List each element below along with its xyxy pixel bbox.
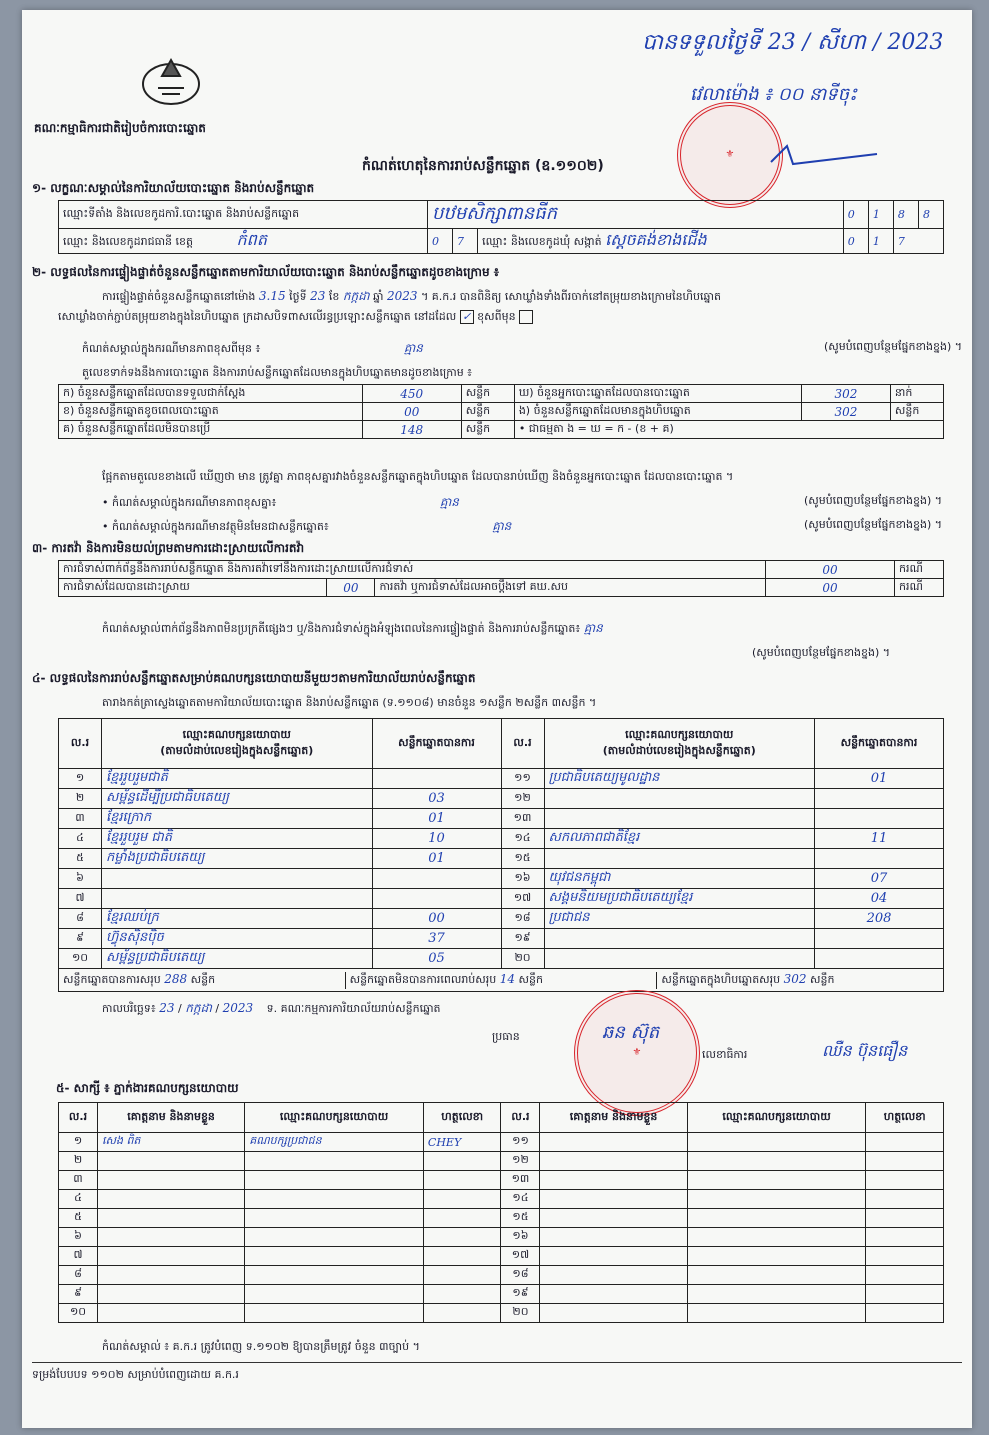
diff-note-label: • កំណត់សម្គាល់ក្នុងករណីមានភាពខុសគ្នា៖ [102,496,277,509]
party-no: ៦ [59,869,102,889]
witness-name [98,1247,245,1266]
witness-party [245,1228,424,1247]
date-year: 2023 [222,1001,254,1015]
witness-name [540,1152,687,1171]
table-row [59,1171,944,1190]
witness-name [540,1285,687,1304]
party-votes [815,809,944,829]
table-row [59,909,944,929]
party-name [544,809,815,829]
col-no-right: ល.រ [501,719,544,769]
party-name: សង្គមនិយមប្រជាធិបតេយ្យខ្មែរ [544,889,815,909]
party-votes [815,929,944,949]
witness-name [98,1152,245,1171]
chair-name: ឆន ស៊ុត [602,1022,660,1043]
witness-name [98,1171,245,1190]
party-no: ២ [59,789,102,809]
witness-no: ៤ [59,1190,98,1209]
footer-divider [32,1362,962,1363]
diff-note-line [102,494,942,512]
witness-sign [866,1152,944,1171]
commune-code-2: 1 [868,229,893,254]
s2-note-value: គ្មាន [403,341,423,355]
table-row [59,1266,944,1285]
station-code-3: 8 [893,201,918,229]
witness-sign [423,1190,501,1209]
witness-name [98,1209,245,1228]
commune-name: ស្ដេចគង់ខាងជើង [605,230,707,249]
party-votes [815,789,944,809]
time-label: ការផ្ទៀងផ្ទាត់ចំនួនសន្លឹកឆ្នោតនៅម៉ោង [102,290,256,303]
same-checkbox[interactable]: ✓ [460,310,474,324]
month-value: កក្កដា [342,289,370,303]
witness-name [540,1304,687,1323]
party-votes: 04 [815,889,944,909]
section1-heading: ១- លក្ខណៈសម្គាល់នៃការិយាល័យបោះឆ្នោត និងរាប់សន្លឹកឆ្នោត [32,181,315,195]
witness-party [245,1266,424,1285]
object-note-label: • កំណត់សម្គាល់ក្នុងករណីមានវត្ថុមិនមែនជាសន្លឹកឆ្នោត៖ [102,520,329,533]
col-party-right-sub: (តាមលំដាប់លេខរៀងក្នុងសន្លឹកឆ្នោត) [602,743,756,757]
witness-party [687,1209,866,1228]
party-name [544,929,815,949]
party-name: ប្រជាធិបតេយ្យមូលដ្ឋាន [544,769,815,789]
day-label: ថ្ងៃទី [289,290,307,303]
table-row [59,1190,944,1209]
secretary-label: លេខាធិការ [702,1048,748,1061]
w-col-name-right: គោត្តនាម និងនាមខ្លួន [540,1103,687,1133]
official-seal-top: ⚜ [677,102,783,208]
party-name: ខ្មែររួបរួម ជាតិ [102,829,373,849]
party-name: ហ៊្វុនស៊ិនប៉ិច [102,929,373,949]
w-col-party-left: ឈ្មោះគណបក្សនយោបាយ [245,1103,424,1133]
resolved-value: 00 [327,579,375,597]
complaint-value: 00 [766,561,895,579]
witness-sign [423,1247,501,1266]
complaint-unit: ករណី [895,561,944,579]
province-code-1: 0 [428,229,453,254]
date-label: កាលបរិច្ឆេទ៖ [102,1002,156,1015]
irregularity-suffix: (សូមបំពេញបន្ថែមផ្នែកខាងខ្នង) ។ [752,646,891,659]
station-code-2: 1 [868,201,893,229]
w-col-party-right: ឈ្មោះគណបក្សនយោបាយ [687,1103,866,1133]
witness-no: ៦ [59,1228,98,1247]
row-e-label: ង) ចំនួនសន្លឹកឆ្នោតដែលមានក្នុងហិបឆ្នោត [514,403,801,421]
time-value: 3.15 [258,289,286,303]
witness-no: ១៦ [501,1228,540,1247]
witness-sign [866,1304,944,1323]
seal-check-line [58,310,533,326]
witness-no: ១៥ [501,1209,540,1228]
row-a-unit: សន្លឹក [461,385,514,403]
commune-code-3: 7 [893,229,943,254]
witness-party [245,1304,424,1323]
table-row [59,1285,944,1304]
witness-no: ១២ [501,1152,540,1171]
witness-party [245,1247,424,1266]
party-no: ៧ [59,889,102,909]
chair-label: ប្រធាន [492,1030,520,1043]
witness-no: ៣ [59,1171,98,1190]
object-note-suffix: (សូមបំពេញបន្ថែមផ្នែកខាងខ្នង) ។ [803,518,942,531]
irregularity-value: គ្មាន [583,621,603,635]
station-code-1: 0 [843,201,868,229]
party-votes: 01 [372,849,501,869]
party-votes: 05 [372,949,501,969]
witness-party [245,1209,424,1228]
col-party-right [544,719,815,769]
party-name [544,789,815,809]
party-name: សម្ព័ន្ធប្រជាធិបតេយ្យ [102,949,373,969]
signature-top [767,140,887,170]
col-party-right-title: ឈ្មោះគណបក្សនយោបាយ [625,727,734,741]
col-party-left [102,719,373,769]
province-code-2: 7 [453,229,478,254]
diff-note-value: គ្មាន [439,495,459,509]
witness-name [98,1304,245,1323]
party-no: ១៨ [501,909,544,929]
table-row [59,1228,944,1247]
party-votes [815,949,944,969]
table-row [59,1133,944,1152]
row-e-unit: សន្លឹក [890,403,943,421]
col-party-left-sub: (តាមលំដាប់លេខរៀងក្នុងសន្លឹកឆ្នោត) [160,743,314,757]
figures-table [58,384,944,439]
row-a-value: 450 [362,385,461,403]
witness-party [245,1171,424,1190]
party-no: ៩ [59,929,102,949]
party-votes: 01 [815,769,944,789]
total-invalid-label: សន្លឹកឆ្នោតមិនបានការពេលរាប់សរុប [349,972,497,986]
w-col-name-left: គោត្តនាម និងនាមខ្លួន [98,1103,245,1133]
witness-party [687,1304,866,1323]
witness-party [687,1190,866,1209]
witness-name [540,1228,687,1247]
witness-name [540,1190,687,1209]
total-valid-unit: សន្លឹក [190,972,216,986]
party-name: ខ្មែររួបរួមជាតិ [102,769,373,789]
witness-no: ៨ [59,1266,98,1285]
total-invalid-unit: សន្លឹក [518,972,543,986]
s2-note-line [82,340,962,358]
month-label: ខែ [328,290,340,303]
party-name [544,849,815,869]
party-votes: 37 [372,929,501,949]
witness-no: ១០ [59,1304,98,1323]
witness-party [687,1228,866,1247]
witness-name [98,1285,245,1304]
object-note-line [102,518,942,536]
party-name: សកលភាពជាតិខ្មែរ [544,829,815,849]
received-date-note: បានទទួលថ្ងៃទី 23 / សីហា / 2023 [642,30,944,55]
section4-heading: ៤- លទ្ធផលនៃការរាប់សន្លឹកឆ្នោតសម្រាប់គណបក្សនយោបាយនីមួយៗតាមការិយាល័យរាប់សន្លឹកឆ្នោត [32,671,476,685]
witness-party [687,1152,866,1171]
row-b-value: 00 [362,403,461,421]
party-name [102,869,373,889]
table-row [59,1304,944,1323]
witness-name [98,1266,245,1285]
witness-no: ១៤ [501,1190,540,1209]
party-votes: 00 [372,909,501,929]
witness-no: ៧ [59,1247,98,1266]
witness-sign [866,1190,944,1209]
date-month: កក្កដា [185,1001,212,1015]
row-d-value: 302 [801,385,890,403]
party-no: ១៩ [501,929,544,949]
party-votes [372,869,501,889]
w-col-no-right: ល.រ [501,1103,540,1133]
irregularity-note [102,620,603,638]
witness-sign [423,1209,501,1228]
party-votes: 03 [372,789,501,809]
figures-intro: តួលេខទាក់ទងនឹងការបោះឆ្នោត និងការរាប់សន្លឹកឆ្នោតដែលមានក្នុងហិបឆ្នោតមានដូចខាងក្រោម ៖ [82,366,473,379]
verification-line [102,288,721,306]
formula-note: • ជាធម្មតា ង = ឃ = ក - (ខ + គ) [514,421,943,439]
witness-no: ១១ [501,1133,540,1152]
party-votes: 208 [815,909,944,929]
table-row [59,1209,944,1228]
footnote: កំណត់សម្គាល់ ៖ គ.ក.រ ត្រូវបំពេញ ទ.១១០២ ឱ្យបានត្រឹមត្រូវ ចំនួន ៣ច្បាប់ ។ [102,1340,420,1353]
appeal-value: 00 [766,579,895,597]
witness-name [540,1266,687,1285]
party-votes: 07 [815,869,944,889]
row-a-label: ក) ចំនួនសន្លឹកឆ្នោតដែលបានទទួលជាក់ស្ដែង [59,385,363,403]
witness-sign [866,1285,944,1304]
party-name [544,949,815,969]
witness-sign [866,1209,944,1228]
table-row [59,889,944,909]
party-no: ១២ [501,789,544,809]
party-no: ១០ [59,949,102,969]
party-votes [815,849,944,869]
witness-name [98,1190,245,1209]
col-no-left: ល.រ [59,719,102,769]
witness-no: ១៨ [501,1266,540,1285]
witness-no: ១ [59,1133,98,1152]
party-votes: 11 [815,829,944,849]
party-name: ខ្មែរក្រោក [102,809,373,829]
party-votes: 10 [372,829,501,849]
witness-sign [423,1228,501,1247]
party-no: ៤ [59,829,102,849]
section5-heading: ៥- សាក្សី ៖ ភ្នាក់ងារគណបក្សនយោបាយ [56,1081,239,1095]
results-table [58,718,944,992]
complaints-table [58,560,944,597]
total-valid-value: 288 [164,971,188,986]
witness-no: ២ [59,1152,98,1171]
party-no: ១៤ [501,829,544,849]
witness-no: ៥ [59,1209,98,1228]
witness-party: គណបក្សប្រជាជន [245,1133,424,1152]
row-d-label: ឃ) ចំនួនអ្នកបោះឆ្នោតដែលបានបោះឆ្នោត [514,385,801,403]
total-box-label: សន្លឹកឆ្នោតក្នុងហិបឆ្នោតសរុប [661,972,781,986]
station-label: ឈ្មោះទីតាំង និងលេខកូដការិ.បោះឆ្នោត និងរាប់សន្លឹកឆ្នោត [59,201,428,229]
object-note-value: គ្មាន [492,519,512,533]
totals-row [59,969,944,992]
station-name: បឋមសិក្សាពានធីក [428,201,844,229]
party-votes [372,769,501,789]
witness-name [540,1209,687,1228]
table-row [59,1152,944,1171]
table-row [59,849,944,869]
witness-sign [866,1247,944,1266]
province-name: កំពត [236,230,267,249]
party-name: ខ្មែរឈប់ក្រ [102,909,373,929]
date-day: 23 [159,1001,175,1015]
witness-sign [423,1152,501,1171]
official-seal-bottom: ⚜ [574,990,700,1116]
party-votes [372,889,501,909]
form-note: ទម្រង់បែបបទ ១១០២ សម្រាប់បំពេញដោយ គ.ក.រ [32,1368,239,1381]
compare-line: ផ្អែកតាមតួលេខខាងលើ ឃើញថា មាន ត្រូវគ្នា ភាពខុសគ្នារវាងចំនួនសន្លឹកឆ្នោតក្នុងហិបឆ្នោត ដែលបានរាប់ឃើញ និងចំនួនអ្នកបោះឆ្នោត ដែលបានបោះឆ្នោត ។ [102,470,734,483]
row-c-value: 148 [362,421,461,439]
org-name: គណៈកម្មាធិការជាតិរៀបចំការបោះឆ្នោត [34,121,206,135]
witness-table [58,1102,944,1323]
date-line: កាលបរិច្ឆេទ៖ 23 / កក្កដា / 2023 ទ. គណៈកម្មការការិយាល័យរាប់សន្លឹកឆ្នោត [102,1001,441,1015]
station-table [58,200,944,254]
section3-heading: ៣- ការតវ៉ា និងការមិនយល់ព្រមតាមការដោះស្រាយលើការតវ៉ា [32,541,305,555]
party-no: ១៣ [501,809,544,829]
witness-no: ៩ [59,1285,98,1304]
party-no: ១៧ [501,889,544,909]
party-no: ១១ [501,769,544,789]
form-title: កំណត់ហេតុនៃការរាប់សន្លឹកឆ្នោត (ឧ.១១០២) [362,158,604,174]
appeal-unit: ករណី [895,579,944,597]
tally-sheet-line: តារាងកត់ត្រាស្ទេងឆ្នោតតាមការិយាល័យបោះឆ្នោត និងរាប់សន្លឹកឆ្នោត (ទ.១១០៨) មានចំនួន ១សន្លឹក ២សន្លឹក ៣សន្លឹក ។ [102,696,597,709]
different-checkbox[interactable] [519,310,533,324]
complaint-label: ការជំទាស់ពាក់ព័ន្ធនឹងការរាប់សន្លឹកឆ្នោត និងការតវ៉ាទៅនឹងការដោះស្រាយលើការជំទាស់ [59,561,766,579]
resolved-label: ការជំទាស់ដែលបានដោះស្រាយ [59,579,327,597]
commune-label: ឈ្មោះ និងលេខកូដឃុំ សង្កាត់ [482,235,602,248]
row-c-label: គ) ចំនួនសន្លឹកឆ្នោតដែលមិនបានប្រើ [59,421,363,439]
table-row [59,1247,944,1266]
party-name: យុវជនកម្ពុជា [544,869,815,889]
year-label: ឆ្នាំ [373,290,384,303]
witness-sign [866,1228,944,1247]
row-e-value: 302 [801,403,890,421]
secretary-name: ឈឺន ប៊ុនធឿន [822,1041,908,1060]
s2-note-label: កំណត់សម្គាល់ក្នុងករណីមានភាពខុសពីមុន ៖ [82,342,261,355]
table-row [59,789,944,809]
year-value: 2023 [387,289,418,303]
party-no: ២០ [501,949,544,969]
section2-heading: ២- លទ្ធផលនៃការផ្ទៀងផ្ទាត់ចំនួនសន្លឹកឆ្នោតតាមការិយាល័យបោះឆ្នោត និងរាប់សន្លឹកឆ្នោតដូចខាងក្រោម ៖ [32,265,500,279]
table-row [59,829,944,849]
party-no: ៥ [59,849,102,869]
witness-party [687,1247,866,1266]
witness-sign [423,1266,501,1285]
party-no: ១ [59,769,102,789]
day-value: 23 [310,289,326,303]
party-no: ១៦ [501,869,544,889]
witness-sign [423,1285,501,1304]
diff-note-suffix: (សូមបំពេញបន្ថែមផ្នែកខាងខ្នង) ។ [803,494,942,507]
witness-party [245,1190,424,1209]
party-no: ៨ [59,909,102,929]
committee-label: ទ. គណៈកម្មការការិយាល័យរាប់សន្លឹកឆ្នោត [266,1002,441,1015]
seal-text: សោឃ្លាំងចាក់ភ្ជាប់តម្រុយខាងក្នុងនៃហិបឆ្នោត ក្រដាសបិទពាសលើរន្ធប្រឡោះសន្លឹកឆ្នោត នៅដដែល [58,310,457,323]
party-name: សម្ព័ន្ធដើម្បីប្រជាធិបតេយ្យ [102,789,373,809]
table-row [59,809,944,829]
nec-logo-icon [140,54,202,106]
witness-party [687,1266,866,1285]
party-name: កម្លាំងប្រជាធិបតេយ្យ [102,849,373,869]
total-box-value: 302 [783,971,807,986]
appeal-label: ការតវ៉ា ឬការជំទាស់ដែលអាចប្ដឹងទៅ គឃ.សប [375,579,766,597]
witness-name: សេង ពិត [98,1133,245,1152]
total-invalid-value: 14 [499,971,516,986]
table-row [59,949,944,969]
station-code-4: 8 [918,201,943,229]
w-col-no-left: ល.រ [59,1103,98,1133]
party-name [102,889,373,909]
witness-sign [866,1133,944,1152]
col-votes-right: សន្លឹកឆ្នោតបានការ [815,719,944,769]
s2-note-suffix: (សូមបំពេញបន្ថែមផ្នែកខាងខ្នង) ។ [823,340,962,353]
witness-sign: CHEY [423,1133,501,1152]
row-b-label: ខ) ចំនួនសន្លឹកឆ្នោតខូចពេលបោះឆ្នោត [59,403,363,421]
party-votes: 01 [372,809,501,829]
party-name: ប្រជាជន [544,909,815,929]
row-d-unit: នាក់ [890,385,943,403]
row-c-unit: សន្លឹក [461,421,514,439]
different-label: ខុសពីមុន [477,310,516,323]
witness-sign [866,1266,944,1285]
witness-party [687,1133,866,1152]
total-valid-label: សន្លឹកឆ្នោតបានការសរុប [63,972,161,986]
witness-name [98,1228,245,1247]
province-label: ឈ្មោះ និងលេខកូដរាជធានី ខេត្ត [63,235,193,248]
witness-party [245,1285,424,1304]
witness-name [540,1171,687,1190]
witness-name [540,1247,687,1266]
witness-party [245,1152,424,1171]
w-col-sign-left: ហត្ថលេខា [423,1103,501,1133]
table-row [59,869,944,889]
witness-name [540,1133,687,1152]
witness-sign [423,1171,501,1190]
witness-sign [866,1171,944,1190]
witness-no: ១៣ [501,1171,540,1190]
party-no: ១៥ [501,849,544,869]
party-no: ៣ [59,809,102,829]
w-col-sign-right: ហត្ថលេខា [866,1103,944,1133]
witness-no: ១៩ [501,1285,540,1304]
commune-code-1: 0 [843,229,868,254]
table-row [59,769,944,789]
row-b-unit: សន្លឹក [461,403,514,421]
witness-no: ១៧ [501,1247,540,1266]
table-row [59,929,944,949]
witness-party [687,1285,866,1304]
witness-sign [423,1304,501,1323]
witness-party [687,1171,866,1190]
received-time-note: វេលាម៉ោង ៖ ០០ នាទីចុះ [690,84,858,105]
witness-no: ២០ [501,1304,540,1323]
col-party-left-title: ឈ្មោះគណបក្សនយោបាយ [182,727,291,741]
col-votes-left: សន្លឹកឆ្នោតបានការ [372,719,501,769]
form-sheet [22,10,972,1428]
total-box-unit: សន្លឹក [810,972,835,986]
verification-text: ។ គ.ក.រ បានពិនិត្យ សោឃ្លាំងទាំងពីរចាក់នៅតម្រុយខាងក្រោមនៃហិបឆ្នោត [421,290,721,303]
irregularity-label: កំណត់សម្គាល់ពាក់ព័ន្ធនឹងភាពមិនប្រក្រតីផ្សេងៗ ឬ/និងការជំទាស់ក្នុងអំឡុងពេលនៃការផ្ទៀងផ្ទាត់ និងការរាប់សន្លឹកឆ្នោត៖ [102,622,581,635]
